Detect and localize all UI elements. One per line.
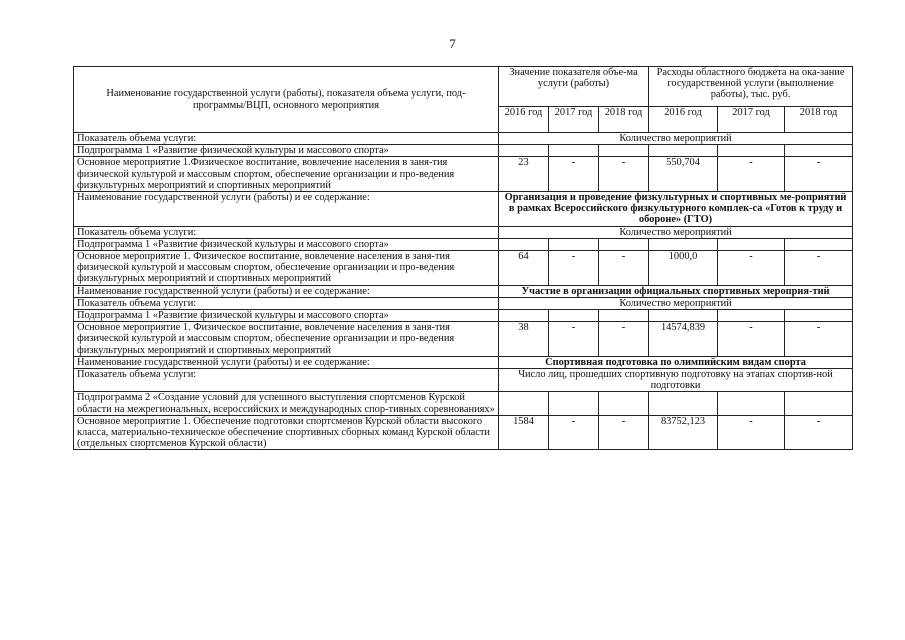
header-name-column: Наименование государственной услуги (работы), показателя объема услуги, под-программы/ВЦП, основного мероприятия [74,67,499,133]
value-2018: - [599,251,649,286]
subprogram-row [74,310,853,322]
value-2016: 23 [499,157,549,192]
service-label: Наименование государственной услуги (работы) и ее содержание: [74,356,499,368]
event-label: Основное мероприятие 1. Физическое воспитание, вовлечение населения в заня-тия физической культурой и массовым спортом, обеспечение организации и про-ведения физкультурных мероприятий и спортивных мероприятий [74,322,499,357]
event-row [74,415,853,450]
value-2017: - [549,157,599,192]
expense-2017: - [718,322,785,357]
service-row [74,285,853,297]
header-year-2018-expense: 2018 год [785,107,853,133]
service-value: Участие в организации официальных спортивных мероприя-тий [499,285,853,297]
expense-2018: - [785,251,853,286]
value-2018: - [599,322,649,357]
service-row [74,192,853,227]
event-row [74,157,853,192]
indicator-row [74,133,853,145]
page-number: 7 [449,36,456,51]
indicator-value: Число лиц, прошедших спортивную подготовку на этапах спортив-ной подготовки [499,369,853,392]
event-label: Основное мероприятие 1. Физическое воспитание, вовлечение населения в заня-тия физической культурой и массовым спортом, обеспечение организации и про-ведения физкультурных мероприятий и спортивных мероприятий [74,251,499,286]
value-2018: - [599,415,649,450]
service-label: Наименование государственной услуги (работы) и ее содержание: [74,192,499,227]
subprogram-row [74,238,853,250]
indicator-value: Количество мероприятий [499,226,853,238]
header-year-2017-value: 2017 год [549,107,599,133]
event-label: Основное мероприятие 1.Физическое воспитание, вовлечение населения в заня-тия физической культурой и массовым спортом, обеспечение организации и про-ведения физкультурных мероприятий и спортивных мероприятий [74,157,499,192]
value-2016: 38 [499,322,549,357]
subprogram-label: Подпрограмма 1 «Развитие физической культуры и массового спорта» [74,145,499,157]
subprogram-label: Подпрограмма 1 «Развитие физической культуры и массового спорта» [74,310,499,322]
indicator-value: Количество мероприятий [499,297,853,309]
header-year-2016-expense: 2016 год [649,107,718,133]
header-year-2017-expense: 2017 год [718,107,785,133]
indicator-value: Количество мероприятий [499,133,853,145]
indicator-label: Показатель объема услуги: [74,369,499,392]
expense-2018: - [785,415,853,450]
indicator-label: Показатель объема услуги: [74,297,499,309]
services-table [73,66,853,450]
header-year-2018-value: 2018 год [599,107,649,133]
subprogram-label: Подпрограмма 1 «Развитие физической культуры и массового спорта» [74,238,499,250]
service-label: Наименование государственной услуги (работы) и ее содержание: [74,285,499,297]
expense-2016: 1000,0 [649,251,718,286]
indicator-row [74,297,853,309]
service-value: Спортивная подготовка по олимпийским видам спорта [499,356,853,368]
expense-2016: 550,704 [649,157,718,192]
indicator-label: Показатель объема услуги: [74,226,499,238]
value-2016: 1584 [499,415,549,450]
subprogram-row [74,392,853,415]
indicator-row [74,226,853,238]
value-2018: - [599,157,649,192]
value-2017: - [549,415,599,450]
event-label: Основное мероприятие 1. Обеспечение подготовки спортсменов Курской области высокого класса, материально-техническое обеспечение спортивных сборных команд Курской области (отдельных спортсменов Курской области) [74,415,499,450]
value-2017: - [549,322,599,357]
header-value-group: Значение показателя объе-ма услуги (работы) [499,67,649,107]
expense-2017: - [718,415,785,450]
expense-2016: 83752,123 [649,415,718,450]
header-expense-group: Расходы областного бюджета на ока-зание государственной услуги (выполнение работы), тыс. руб. [649,67,853,107]
service-value: Организация и проведение физкультурных и спортивных ме-роприятий в рамках Всероссийского физкультурного комплек-са «Готов к труду и обороне» (ГТО) [499,192,853,227]
expense-2017: - [718,157,785,192]
event-row [74,322,853,357]
service-row [74,356,853,368]
expense-2016: 14574,839 [649,322,718,357]
indicator-row [74,369,853,392]
expense-2017: - [718,251,785,286]
expense-2018: - [785,322,853,357]
subprogram-row [74,145,853,157]
subprogram-label: Подпрограмма 2 «Создание условий для успешного выступления спортсменов Курской области на межрегиональных, всероссийских и международных спор-тивных соревнованиях» [74,392,499,415]
value-2016: 64 [499,251,549,286]
event-row [74,251,853,286]
indicator-label: Показатель объема услуги: [74,133,499,145]
expense-2018: - [785,157,853,192]
header-year-2016-value: 2016 год [499,107,549,133]
value-2017: - [549,251,599,286]
